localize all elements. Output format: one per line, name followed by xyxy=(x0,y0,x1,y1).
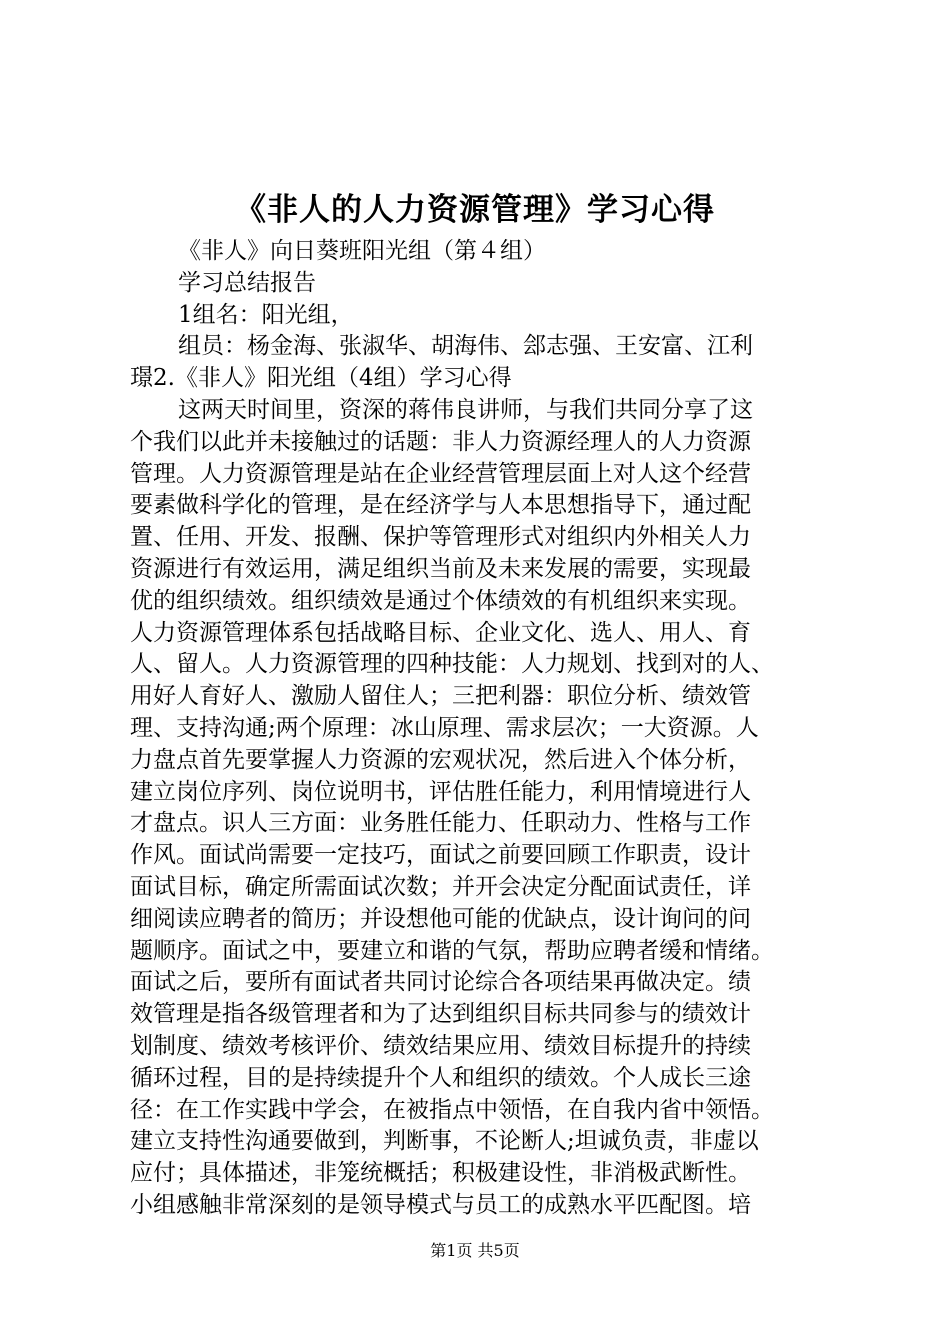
body-line: 划制度、绩效考核评价、绩效结果应用、绩效目标提升的持续 xyxy=(130,1032,751,1059)
document-body xyxy=(130,236,830,1222)
page-footer: 第1页 共5页 xyxy=(430,1241,520,1260)
body-line: 学习总结报告 xyxy=(178,269,316,296)
body-line: 细阅读应聘者的简历；并设想他可能的优缺点，设计询问的问 xyxy=(130,905,751,932)
body-line: 要素做科学化的管理，是在经济学与人本思想指导下，通过配 xyxy=(130,492,751,519)
body-line: 应付；具体描述，非笼统概括；积极建设性，非消极武断性。 xyxy=(130,1160,751,1187)
body-line: 璟2.《非人》阳光组（4组）学习心得 xyxy=(130,365,512,392)
body-line: 人、留人。人力资源管理的四种技能：人力规划、找到对的人、 xyxy=(130,651,774,678)
body-line: 《非人》向日葵班阳光组（第４组） xyxy=(178,238,546,264)
body-line: 作风。面试尚需要一定技巧，面试之前要回顾工作职责，设计 xyxy=(130,842,751,869)
body-line: 理、支持沟通;两个原理：冰山原理、需求层次；一大资源。人 xyxy=(130,714,759,741)
body-line: 组员：杨金海、张淑华、胡海伟、郐志强、王安富、江利 xyxy=(178,333,753,360)
body-line: 面试目标，确定所需面试次数；并开会决定分配面试责任，详 xyxy=(130,873,751,900)
body-line: 效管理是指各级管理者和为了达到组织目标共同参与的绩效计 xyxy=(130,1001,751,1028)
body-line: 资源进行有效运用，满足组织当前及未来发展的需要，实现最 xyxy=(130,555,751,582)
body-line: 才盘点。识人三方面：业务胜任能力、任职动力、性格与工作 xyxy=(130,810,751,837)
body-line: 题顺序。面试之中，要建立和谐的气氛，帮助应聘者缓和情绪。 xyxy=(130,937,774,964)
body-line: 小组感触非常深刻的是领导模式与员工的成熟水平匹配图。培 xyxy=(130,1191,751,1218)
body-line: 个我们以此并未接触过的话题：非人力资源经理人的人力资源 xyxy=(130,428,751,455)
body-line: 这两天时间里，资深的蒋伟良讲师，与我们共同分享了这 xyxy=(178,396,753,423)
document-title: 《非人的人力资源管理》学习心得 xyxy=(235,192,715,228)
body-line: 径：在工作实践中学会，在被指点中领悟，在自我内省中领悟。 xyxy=(130,1096,774,1123)
body-line: 置、任用、开发、报酬、保护等管理形式对组织内外相关人力 xyxy=(130,524,751,551)
body-line: 人力资源管理体系包括战略目标、企业文化、选人、用人、育 xyxy=(130,619,751,646)
body-line: 建立岗位序列、岗位说明书，评估胜任能力，利用情境进行人 xyxy=(130,778,751,805)
body-line: 1组名：阳光组， xyxy=(178,301,354,328)
body-line: 建立支持性沟通要做到，判断事，不论断人;坦诚负责，非虚以 xyxy=(130,1128,759,1155)
body-line: 循环过程，目的是持续提升个人和组织的绩效。个人成长三途 xyxy=(130,1064,751,1091)
body-line: 面试之后，要所有面试者共同讨论综合各项结果再做决定。绩 xyxy=(130,969,751,996)
body-line: 用好人育好人、激励人留住人；三把利器：职位分析、绩效管 xyxy=(130,683,751,710)
body-line: 优的组织绩效。组织绩效是通过个体绩效的有机组织来实现。 xyxy=(130,587,751,614)
body-line: 力盘点首先要掌握人力资源的宏观状况，然后进入个体分析， xyxy=(130,746,751,773)
body-line: 管理。人力资源管理是站在企业经营管理层面上对人这个经营 xyxy=(130,460,751,487)
